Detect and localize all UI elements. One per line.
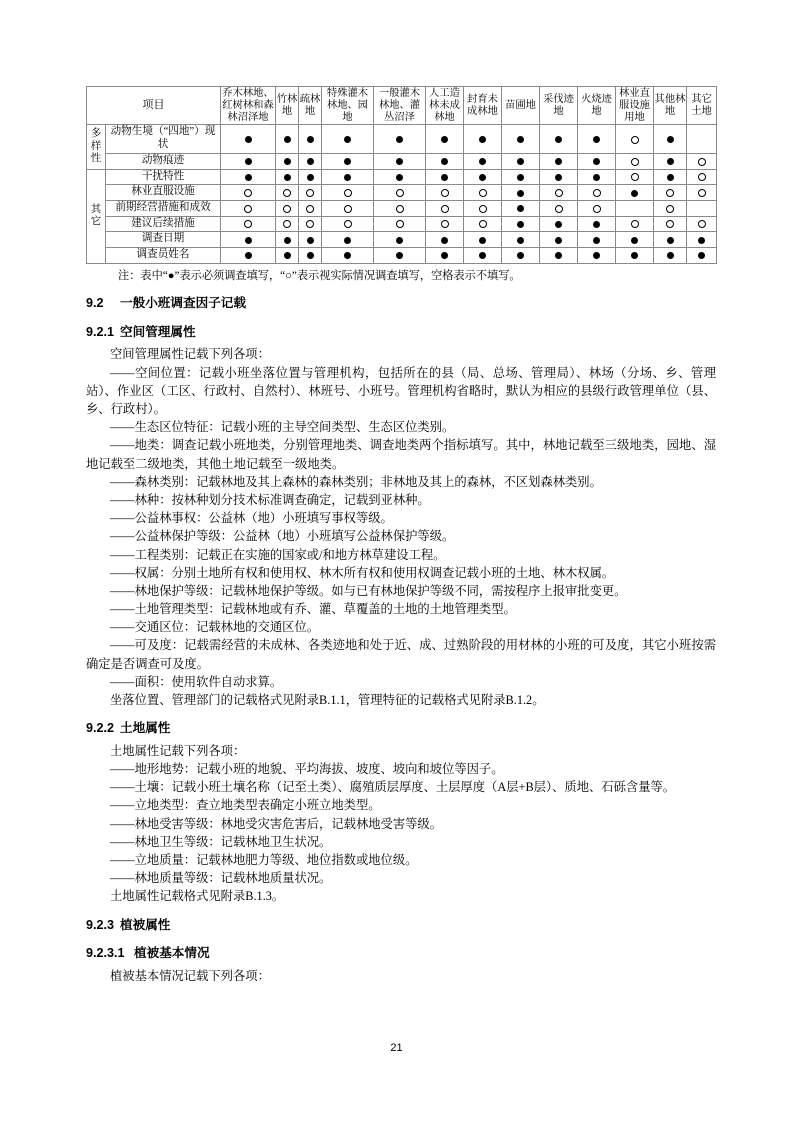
- open-circle-icon: [441, 187, 449, 197]
- row-label: 调查日期: [106, 232, 221, 248]
- mark-cell: [299, 201, 322, 217]
- paragraph: ——林地卫生等级：记载林地卫生状况。: [110, 834, 332, 849]
- table-header-row: [87, 87, 717, 125]
- header-col-9: 采伐迹地: [540, 87, 578, 125]
- filled-circle-icon: [517, 134, 524, 144]
- mark-cell: [374, 232, 426, 248]
- mark-cell: [616, 125, 654, 153]
- paragraph: ——生态区位特征：记载小班的主导空间类型、生态区位类别。: [110, 420, 455, 435]
- mark-cell: [540, 185, 578, 201]
- paragraph: ——立地类型：查立地类型表确定小班立地类型。: [110, 798, 381, 813]
- mark-cell: [616, 232, 654, 248]
- paragraph: 空间管理属性记载下列各项：: [110, 347, 270, 362]
- mark-cell: [654, 248, 687, 264]
- mark-cell: [464, 153, 502, 169]
- filled-circle-icon: [396, 171, 403, 181]
- paragraph: ——公益林保护等级：公益林（地）小班填写公益林保护等级。: [110, 529, 455, 544]
- mark-cell: [299, 248, 322, 264]
- mark-cell: [540, 169, 578, 185]
- filled-circle-icon: [396, 234, 403, 244]
- table-note: 注：表中“●”表示必须调查填写，“○”表示视实际情况调查填写，空格表示不填写。: [118, 269, 521, 282]
- filled-circle-icon: [479, 171, 486, 181]
- mark-cell: [687, 185, 717, 201]
- mark-cell: [221, 169, 276, 185]
- mark-cell: [540, 232, 578, 248]
- mark-cell: [616, 248, 654, 264]
- row-label: 建议后续措施: [106, 216, 221, 232]
- mark-cell: [426, 185, 464, 201]
- open-circle-icon: [244, 203, 252, 213]
- filled-circle-icon: [631, 187, 638, 197]
- mark-cell: [502, 185, 540, 201]
- filled-circle-icon: [517, 250, 524, 260]
- filled-circle-icon: [593, 234, 600, 244]
- section-title: 空间管理属性: [120, 324, 196, 339]
- open-circle-icon: [631, 219, 639, 229]
- row-label: 林业直服设施: [106, 185, 221, 201]
- mark-cell: [616, 185, 654, 201]
- mark-cell: [687, 125, 717, 153]
- table-row: [87, 232, 717, 248]
- paragraph: ——公益林事权：公益林（地）小班填写事权等级。: [110, 511, 393, 526]
- mark-cell: [687, 169, 717, 185]
- table-row: [87, 248, 717, 264]
- mark-cell: [299, 153, 322, 169]
- filled-circle-icon: [631, 250, 638, 260]
- filled-circle-icon: [245, 234, 252, 244]
- mark-cell: [540, 153, 578, 169]
- filled-circle-icon: [344, 234, 351, 244]
- mark-cell: [276, 125, 299, 153]
- paragraph: ——权属：分别土地所有权和使用权、林木所有权和使用权调查记载小班的土地、林木权属。: [110, 565, 615, 580]
- paragraph: 土地属性记载下列各项：: [110, 743, 246, 758]
- filled-circle-icon: [517, 219, 524, 229]
- filled-circle-icon: [555, 171, 562, 181]
- paragraph: ——林种：按林种划分技术标准调查确定，记载到亚林种。: [110, 492, 430, 507]
- mark-cell: [616, 169, 654, 185]
- mark-cell: [221, 232, 276, 248]
- open-circle-icon: [244, 187, 252, 197]
- mark-cell: [374, 153, 426, 169]
- mark-cell: [578, 248, 616, 264]
- mark-cell: [276, 216, 299, 232]
- open-circle-icon: [396, 203, 404, 213]
- paragraph: 植被基本情况记载下列各项：: [110, 968, 270, 983]
- mark-cell: [502, 125, 540, 153]
- filled-circle-icon: [517, 156, 524, 166]
- mark-cell: [502, 201, 540, 217]
- mark-cell: [426, 125, 464, 153]
- mark-cell: [426, 232, 464, 248]
- filled-circle-icon: [593, 156, 600, 166]
- table-row: [87, 153, 717, 169]
- paragraph: ——森林类别：记载林地及其上森林的森林类别；非林地及其上的森林，不区划森林类别。: [110, 474, 602, 489]
- mark-cell: [299, 232, 322, 248]
- section-heading-9-2-3: [86, 917, 716, 935]
- open-circle-icon: [344, 219, 352, 229]
- table-row: [87, 185, 717, 201]
- filled-circle-icon: [517, 171, 524, 181]
- header-item-label: 项目: [87, 87, 221, 125]
- paragraph: 土地属性记载格式见附录B.1.3。: [110, 889, 285, 904]
- filled-circle-icon: [396, 134, 403, 144]
- mark-cell: [616, 201, 654, 217]
- mark-cell: [322, 153, 374, 169]
- open-circle-icon: [344, 203, 352, 213]
- filled-circle-icon: [284, 234, 291, 244]
- mark-cell: [276, 153, 299, 169]
- paragraph: ——面积：使用软件自动求算。: [110, 674, 283, 689]
- filled-circle-icon: [698, 250, 705, 260]
- mark-cell: [654, 232, 687, 248]
- mark-cell: [322, 216, 374, 232]
- filled-circle-icon: [593, 134, 600, 144]
- filled-circle-icon: [396, 250, 403, 260]
- mark-cell: [426, 169, 464, 185]
- row-label: 前期经营措施和成效: [106, 201, 221, 217]
- blank-cell-icon: [698, 134, 705, 144]
- open-circle-icon: [441, 203, 449, 213]
- filled-circle-icon: [479, 250, 486, 260]
- mark-cell: [654, 216, 687, 232]
- header-col-8: 苗圃地: [502, 87, 540, 125]
- filled-circle-icon: [441, 234, 448, 244]
- filled-circle-icon: [517, 187, 524, 197]
- mark-cell: [616, 216, 654, 232]
- open-circle-icon: [441, 219, 449, 229]
- open-circle-icon: [479, 219, 487, 229]
- paragraph: ——林地受害等级：林地受灾害危害后，记载林地受害等级。: [110, 816, 443, 831]
- mark-cell: [299, 169, 322, 185]
- filled-circle-icon: [284, 250, 291, 260]
- paragraph: 坐落位置、管理部门的记载格式见附录B.1.1，管理特征的记载格式见附录B.1.2。: [110, 693, 545, 708]
- header-col-4: 特殊灌木林地、园地: [322, 87, 374, 125]
- mark-cell: [276, 185, 299, 201]
- paragraph: ——工程类别：记载正在实施的国家或/和地方林草建设工程。: [110, 547, 446, 562]
- filled-circle-icon: [698, 234, 705, 244]
- filled-circle-icon: [344, 134, 351, 144]
- open-circle-icon: [344, 187, 352, 197]
- section-heading-9-2-2: [86, 720, 716, 738]
- open-circle-icon: [306, 187, 314, 197]
- open-circle-icon: [698, 219, 706, 229]
- mark-cell: [299, 216, 322, 232]
- filled-circle-icon: [344, 171, 351, 181]
- mark-cell: [374, 248, 426, 264]
- mark-cell: [322, 125, 374, 153]
- filled-circle-icon: [667, 134, 674, 144]
- paragraph: ——林地保护等级：记载林地保护等级。如与已有林地保护等级不同，需按程序上报审批变更。: [110, 583, 627, 598]
- filled-circle-icon: [284, 171, 291, 181]
- filled-circle-icon: [307, 250, 314, 260]
- mark-cell: [221, 125, 276, 153]
- open-circle-icon: [306, 219, 314, 229]
- filled-circle-icon: [555, 250, 562, 260]
- filled-circle-icon: [667, 250, 674, 260]
- filled-circle-icon: [593, 171, 600, 181]
- header-col-11: 林业直服设施用地: [616, 87, 654, 125]
- mark-cell: [464, 185, 502, 201]
- row-label: 调查员姓名: [106, 248, 221, 264]
- mark-cell: [374, 125, 426, 153]
- header-col-12: 其他林地: [654, 87, 687, 125]
- mark-cell: [578, 125, 616, 153]
- filled-circle-icon: [307, 171, 314, 181]
- mark-cell: [464, 169, 502, 185]
- header-col-13: 其它土地: [687, 87, 717, 125]
- mark-cell: [540, 201, 578, 217]
- filled-circle-icon: [479, 234, 486, 244]
- filled-circle-icon: [555, 234, 562, 244]
- table-body: [87, 125, 717, 263]
- header-col-3: 疏林地: [299, 87, 322, 125]
- section-number: 9.2: [86, 296, 104, 311]
- mark-cell: [540, 125, 578, 153]
- mark-cell: [426, 201, 464, 217]
- mark-cell: [687, 153, 717, 169]
- section-number: 9.2.3.1: [86, 946, 125, 961]
- mark-cell: [221, 216, 276, 232]
- open-circle-icon: [698, 171, 706, 181]
- mark-cell: [221, 153, 276, 169]
- filled-circle-icon: [479, 156, 486, 166]
- section-title: 植被属性: [120, 917, 171, 932]
- page-content: [86, 86, 716, 985]
- mark-cell: [276, 232, 299, 248]
- section-number: 9.2.1: [86, 324, 115, 339]
- header-col-6: 人工造林未成林地: [426, 87, 464, 125]
- mark-cell: [464, 216, 502, 232]
- mark-cell: [426, 248, 464, 264]
- row-group-label: 其它: [87, 169, 106, 263]
- open-circle-icon: [306, 203, 314, 213]
- paragraph: ——可及度：记载需经营的未成林、各类迹地和处于近、成、过熟阶段的用材林的小班的可及度，其它小班按需确定是否调查可及度。: [86, 638, 716, 671]
- mark-cell: [221, 248, 276, 264]
- open-circle-icon: [479, 187, 487, 197]
- mark-cell: [654, 153, 687, 169]
- mark-cell: [464, 201, 502, 217]
- section-heading-9-2-1: [86, 324, 716, 342]
- open-circle-icon: [396, 219, 404, 229]
- survey-factor-table: [86, 86, 717, 264]
- filled-circle-icon: [344, 156, 351, 166]
- mark-cell: [540, 216, 578, 232]
- mark-cell: [374, 185, 426, 201]
- open-circle-icon: [698, 187, 706, 197]
- section-title: 植被基本情况: [134, 946, 210, 961]
- filled-circle-icon: [555, 134, 562, 144]
- filled-circle-icon: [517, 203, 524, 213]
- paragraph: ——空间位置：记载小班坐落位置与管理机构，包括所在的县（局、总场、管理局）、林场（分场、乡、管理站）、作业区（工区、行政村、自然村）、林班号、小班号。管理机构省略时，默认为相应的县级行政管理单位（县、乡、行政村）。: [86, 365, 716, 417]
- header-col-1: 乔木林地、红树林和森林沼泽地: [221, 87, 276, 125]
- filled-circle-icon: [631, 234, 638, 244]
- filled-circle-icon: [517, 234, 524, 244]
- filled-circle-icon: [307, 156, 314, 166]
- mark-cell: [654, 201, 687, 217]
- section-number: 9.2.3: [86, 917, 115, 932]
- filled-circle-icon: [441, 250, 448, 260]
- open-circle-icon: [396, 187, 404, 197]
- filled-circle-icon: [667, 234, 674, 244]
- mark-cell: [322, 201, 374, 217]
- mark-cell: [276, 201, 299, 217]
- open-circle-icon: [698, 156, 706, 166]
- header-col-7: 封育未成林地: [464, 87, 502, 125]
- filled-circle-icon: [593, 250, 600, 260]
- paragraph: ——地类：调查记载小班地类，分别管理地类、调查地类两个指标填写。其中，林地记载至三级地类，园地、湿地记载至二级地类，其他土地记载至一级地类。: [86, 438, 716, 471]
- mark-cell: [578, 169, 616, 185]
- table-row: [87, 125, 717, 153]
- filled-circle-icon: [284, 156, 291, 166]
- table-row: [87, 216, 717, 232]
- mark-cell: [374, 216, 426, 232]
- mark-cell: [221, 201, 276, 217]
- table-row: [87, 169, 717, 185]
- filled-circle-icon: [245, 134, 252, 144]
- mark-cell: [578, 185, 616, 201]
- section-number: 9.2.2: [86, 721, 115, 736]
- filled-circle-icon: [307, 234, 314, 244]
- mark-cell: [322, 185, 374, 201]
- filled-circle-icon: [441, 134, 448, 144]
- open-circle-icon: [631, 171, 639, 181]
- paragraph: ——林地质量等级：记载林地质量状况。: [110, 871, 332, 886]
- mark-cell: [687, 216, 717, 232]
- open-circle-icon: [631, 134, 639, 144]
- mark-cell: [502, 248, 540, 264]
- mark-cell: [426, 153, 464, 169]
- section-title: 一般小班调查因子记载: [120, 296, 246, 311]
- filled-circle-icon: [593, 219, 600, 229]
- mark-cell: [578, 153, 616, 169]
- mark-cell: [616, 153, 654, 169]
- open-circle-icon: [283, 203, 291, 213]
- table-header: [87, 87, 717, 125]
- mark-cell: [540, 248, 578, 264]
- filled-circle-icon: [555, 219, 562, 229]
- header-col-5: 一般灌木林地、灌丛沼泽: [374, 87, 426, 125]
- row-group-label: 多样性: [87, 125, 106, 169]
- section-heading-9-2-3-1: [86, 945, 716, 963]
- mark-cell: [299, 125, 322, 153]
- mark-cell: [276, 169, 299, 185]
- filled-circle-icon: [667, 171, 674, 181]
- filled-circle-icon: [284, 134, 291, 144]
- filled-circle-icon: [344, 250, 351, 260]
- open-circle-icon: [555, 187, 563, 197]
- open-circle-icon: [631, 156, 639, 166]
- mark-cell: [276, 248, 299, 264]
- mark-cell: [464, 248, 502, 264]
- paragraph: ——立地质量：记载林地肥力等级、地位指数或地位级。: [110, 852, 418, 867]
- mark-cell: [502, 153, 540, 169]
- open-circle-icon: [244, 219, 252, 229]
- open-circle-icon: [283, 219, 291, 229]
- paragraph: ——地形地势：记载小班的地貌、平均海拔、坡度、坡向和坡位等因子。: [110, 762, 504, 777]
- mark-cell: [654, 125, 687, 153]
- filled-circle-icon: [396, 156, 403, 166]
- mark-cell: [322, 169, 374, 185]
- filled-circle-icon: [441, 171, 448, 181]
- mark-cell: [374, 201, 426, 217]
- mark-cell: [502, 216, 540, 232]
- filled-circle-icon: [441, 156, 448, 166]
- mark-cell: [464, 125, 502, 153]
- row-label: 干扰特性: [106, 169, 221, 185]
- mark-cell: [426, 216, 464, 232]
- open-circle-icon: [666, 203, 674, 213]
- row-label: 动物痕迹: [106, 153, 221, 169]
- mark-cell: [578, 232, 616, 248]
- blank-cell-icon: [631, 203, 638, 213]
- header-col-10: 火烧迹地: [578, 87, 616, 125]
- section-title: 土地属性: [120, 721, 171, 736]
- blank-cell-icon: [698, 203, 705, 213]
- open-circle-icon: [666, 219, 674, 229]
- mark-cell: [464, 232, 502, 248]
- paragraph: ——土壤：记载小班土壤名称（记至土类）、腐殖质层厚度、土层厚度（A层+B层）、质地、石砾含量等。: [110, 780, 676, 795]
- header-col-2: 竹林地: [276, 87, 299, 125]
- mark-cell: [502, 232, 540, 248]
- filled-circle-icon: [245, 156, 252, 166]
- filled-circle-icon: [555, 156, 562, 166]
- mark-cell: [221, 185, 276, 201]
- filled-circle-icon: [667, 156, 674, 166]
- table-row: [87, 201, 717, 217]
- mark-cell: [654, 169, 687, 185]
- open-circle-icon: [593, 187, 601, 197]
- mark-cell: [322, 248, 374, 264]
- paragraph: ——交通区位：记载林地的交通区位。: [110, 620, 320, 635]
- mark-cell: [502, 169, 540, 185]
- section-heading-9-2: [86, 295, 716, 313]
- paragraph: ——土地管理类型：记载林地或有乔、灌、草覆盖的土地的土地管理类型。: [110, 602, 516, 617]
- open-circle-icon: [666, 187, 674, 197]
- page-number: 21: [390, 1042, 403, 1054]
- row-label: 动物生境（“四地”）现状: [106, 125, 221, 153]
- mark-cell: [654, 185, 687, 201]
- mark-cell: [578, 216, 616, 232]
- filled-circle-icon: [245, 171, 252, 181]
- mark-cell: [687, 201, 717, 217]
- filled-circle-icon: [245, 250, 252, 260]
- open-circle-icon: [479, 203, 487, 213]
- mark-cell: [687, 232, 717, 248]
- open-circle-icon: [593, 203, 601, 213]
- filled-circle-icon: [307, 134, 314, 144]
- mark-cell: [374, 169, 426, 185]
- mark-cell: [578, 201, 616, 217]
- mark-cell: [687, 248, 717, 264]
- mark-cell: [322, 232, 374, 248]
- mark-cell: [299, 185, 322, 201]
- open-circle-icon: [283, 187, 291, 197]
- filled-circle-icon: [479, 134, 486, 144]
- open-circle-icon: [555, 203, 563, 213]
